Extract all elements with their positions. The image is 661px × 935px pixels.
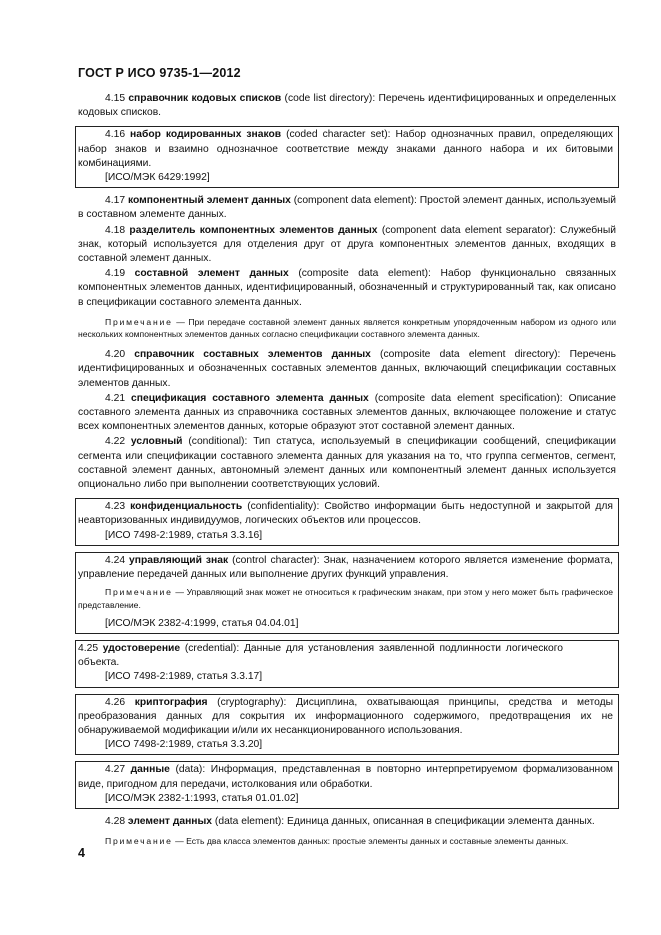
term: справочник составных элементов данных xyxy=(134,349,371,361)
source-reference: [ИСО 7498-2:1989, статья 3.3.20] xyxy=(105,739,263,751)
entry-4-15: 4.15 справочник кодовых списков (code list directory): Перечень идентифицированных и определенных кодовых списков. xyxy=(78,93,616,119)
boxed-entry-4-26 xyxy=(75,694,619,756)
page-number: 4 xyxy=(78,846,85,860)
source-reference: [ИСО/МЭК 6429:1992] xyxy=(105,172,210,184)
entry-4-23: 4.23 конфиденциальность (confidentiality): Свойство информации быть недоступной и закрытой для неавторизованных индивидуумов, логических объектов или процессов. xyxy=(78,501,613,527)
entry-4-26: 4.26 криптография (cryptography): Дисциплина, охватывающая принципы, средства и методы преобразования данных для сокрытия их информационного содержимого, предотвращения их не обнаруживаемой модификации и/или их несанкционированного использования. xyxy=(78,696,613,736)
term: разделитель компонентных элементов данных xyxy=(129,224,378,236)
entry-4-16: 4.16 набор кодированных знаков (coded character set): Набор однозначных правил, определяющих набор знаков и взаимно однозначное соответствие между знаками данного набора и их битовыми комбинациями. xyxy=(78,129,613,169)
term: справочник кодовых списков xyxy=(128,93,282,104)
term: конфиденциальность xyxy=(130,501,243,513)
entry-4-20: 4.20 справочник составных элементов данных (composite data element directory): Перечень идентифицированных и обозначенных составных элементов данных, включающий спецификации составных элементов данных. xyxy=(78,349,616,389)
term: управляющий знак xyxy=(129,554,229,566)
term: спецификация составного элемента данных xyxy=(131,392,369,404)
main-content xyxy=(78,92,616,855)
note-4-19: Примечание — При передаче составной элемент данных является конкретным упорядоченным набором из одного или нескольких компонентных элементов данных согласно спецификации составного элемента данных. xyxy=(78,316,616,340)
entry-4-22: 4.22 условный (conditional): Тип статуса, используемый в спецификации сообщений, спецификации сегмента или спецификации составного элемента данных для указания на то, что группа сегментов, сегмент, составной элемент данных, автономный элемент данных или компонентный элемент данных используется опционально либо при выполнении соответствующих условий. xyxy=(78,436,616,491)
document-header: ГОСТ Р ИСО 9735-1—2012 xyxy=(78,66,241,80)
term: компонентный элемент данных xyxy=(127,195,291,207)
term: криптография xyxy=(134,696,208,708)
boxed-entry-4-23 xyxy=(75,498,619,546)
term: условный xyxy=(130,436,183,448)
boxed-entry-4-24 xyxy=(75,552,619,634)
source-reference: [ИСО 7498-2:1989, статья 3.3.17] xyxy=(105,671,263,683)
term: удостоверение xyxy=(102,642,181,654)
source-reference: [ИСО/МЭК 2382-4:1999, статья 04.04.01] xyxy=(105,617,299,629)
source-reference: [ИСО 7498-2:1989, статья 3.3.16] xyxy=(105,529,263,541)
source-reference: [ИСО/МЭК 2382-1:1993, статья 01.01.02] xyxy=(105,792,299,804)
entry-4-17: 4.17 компонентный элемент данных (component data element): Простой элемент данных, используемый в составном элементе данных. xyxy=(78,195,616,221)
term: элемент данных xyxy=(127,815,213,827)
boxed-entry-4-25 xyxy=(75,640,619,688)
term: данные xyxy=(130,764,170,776)
note-4-28: Примечание — Есть два класса элементов данных: простые элементы данных и составные элементы данных. xyxy=(105,836,569,847)
entry-4-25: 4.25 удостоверение (credential): Данные для установления заявленной подлинности логического объекта. xyxy=(78,642,563,669)
entry-4-19: 4.19 составной элемент данных (composite data element): Набор функционально связанных компонентных элементов данных, идентифицированный, обозначенный и структурированный так, как описано в спецификации составного элемента данных. xyxy=(78,268,616,308)
boxed-entry-4-27 xyxy=(75,761,619,809)
entry-4-24: 4.24 управляющий знак (control character): Знак, назначением которого является изменение формата, управление передачей данных или выполнение других функций управления. xyxy=(78,554,613,581)
entry-4-28: 4.28 элемент данных (data element): Единица данных, описанная в спецификации элемента данных. xyxy=(105,815,595,827)
entry-4-27: 4.27 данные (data): Информация, представленная в повторно интерпретируемом формализованном виде, пригодном для передачи, истолкования или обработки. xyxy=(78,764,613,790)
boxed-entry-4-16 xyxy=(75,126,619,188)
entry-4-18: 4.18 разделитель компонентных элементов данных (component data element separator): Служебный знак, который используется для отделения друг от друга компонентных элементов данных, входящих в составной элемент данных. xyxy=(78,224,616,265)
note-4-24: Примечание — Управляющий знак может не относиться к графическим знакам, при этом у него может быть графическое представление. xyxy=(78,587,613,610)
term: набор кодированных знаков xyxy=(130,129,282,141)
entry-4-21: 4.21 спецификация составного элемента данных (composite data element specification): Описание составного элемента данных из справочника составных элементов данных, включающее положение и статус всех компонентных элементов данных, которые образуют этот составной элемент данных. xyxy=(78,392,616,433)
term: составной элемент данных xyxy=(134,268,289,280)
